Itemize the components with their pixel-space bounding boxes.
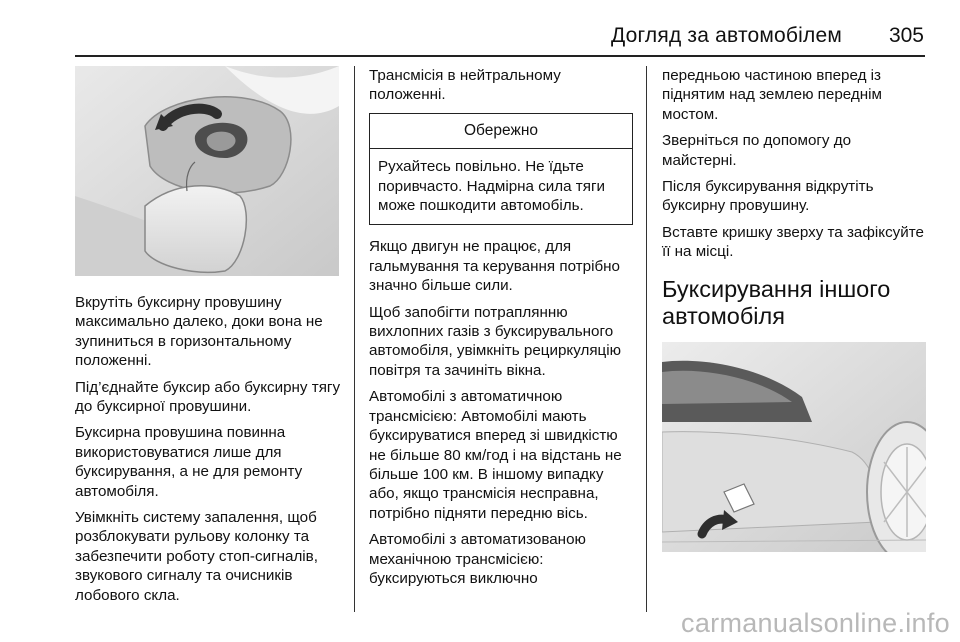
caution-box	[369, 113, 633, 226]
header-title: Догляд за автомобілем	[610, 24, 842, 47]
instruction-paragraph: передньою частиною вперед із піднятим над землею переднім мостом.	[662, 67, 882, 123]
watermark: carmanualsonline.info	[681, 608, 950, 638]
fuel-door-tow-eye-illustration-icon	[75, 66, 339, 276]
column-3	[662, 66, 928, 552]
page-number: 305	[888, 24, 924, 47]
header-divider	[75, 55, 925, 57]
rear-tow-eye-cover-illustration-icon	[662, 342, 926, 552]
column-1	[75, 66, 341, 612]
column-divider-2	[646, 66, 647, 612]
instruction-paragraph: Після буксирування відкрутіть буксирну провушину.	[662, 178, 874, 215]
instruction-paragraph: Вкрутіть буксирну провушину максимально далеко, доки вона не зупиниться в горизонтальному положенні.	[75, 294, 323, 370]
instruction-paragraph: Вставте кришку зверху та зафіксуйте її на місці.	[662, 223, 924, 261]
column-2	[369, 66, 633, 595]
instruction-paragraph: Автомобілі з автоматизованою механічною трансмісією: буксируються виключно	[369, 531, 586, 587]
column-divider-1	[354, 66, 355, 612]
instruction-paragraph: Трансмісія в нейтральному положенні.	[369, 67, 561, 104]
caution-text: Рухайтесь повільно. Не їдьте поривчасто. Надмірна сила тяги може пошкодити автомобіль.	[378, 158, 606, 215]
instruction-paragraph: Якщо двигун не працює, для гальмування та керування потрібно значно більше сили.	[369, 238, 620, 295]
section-heading: Буксирування іншого автомобіля	[662, 275, 891, 329]
caution-title: Обережно	[370, 114, 632, 149]
instruction-paragraph: Зверніться по допомогу до майстерні.	[662, 132, 852, 169]
page-header	[0, 0, 960, 62]
instruction-paragraph: Буксирна провушина повинна використовуватися лише для буксирування, а не для ремонту автомобіля.	[75, 424, 303, 500]
instruction-paragraph: Під’єднайте буксир або буксирну тягу до буксирної провушини.	[75, 378, 341, 416]
instruction-paragraph: Увімкніть систему запалення, щоб розблокувати рульову колонку та забезпечити роботу стоп-сигналів, звукового сигналу та очисників лобового скла.	[75, 509, 318, 604]
instruction-paragraph: Щоб запобігти потраплянню вихлопних газів з буксирувального автомобіля, увімкніть рециркуляцію повітря та зачиніть вікна.	[369, 303, 622, 379]
instruction-paragraph: Автомобілі з автоматичною трансмісією: Автомобілі мають буксируватися вперед зі швидкістю не більше 80 км/год і на відстань не більше 100 км. В іншому випадку або, якщо трансмісія несправна, потрібно підняти передню вісь.	[369, 388, 622, 522]
